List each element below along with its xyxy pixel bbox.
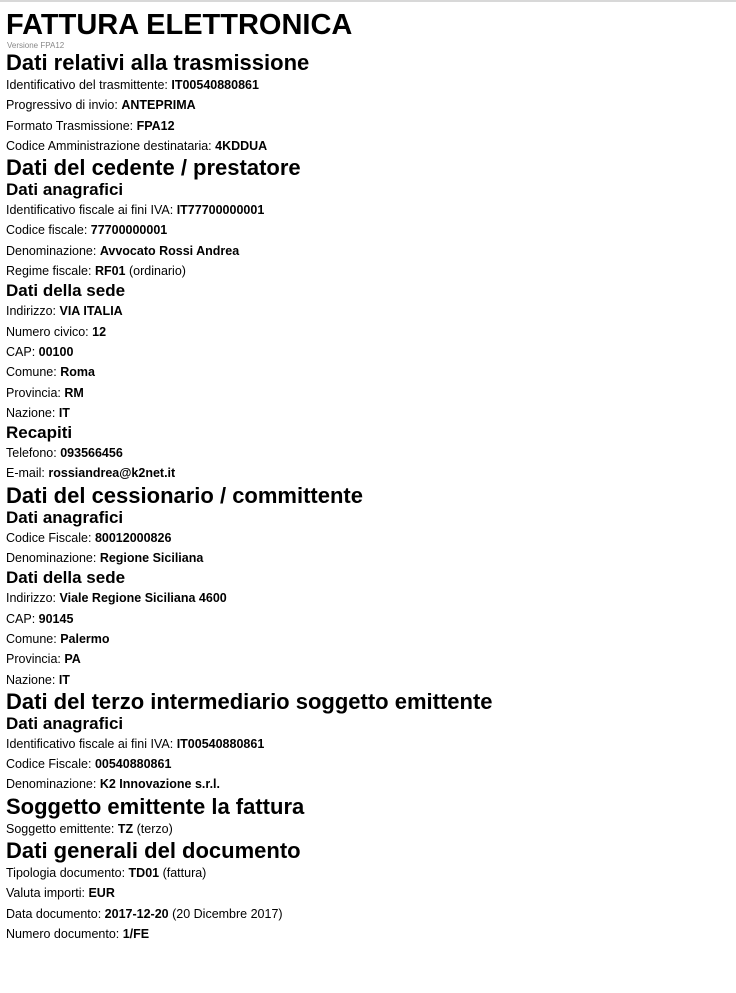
field-value: IT [58,672,70,687]
field-value: 12 [92,324,107,339]
field-label: Progressivo di invio: [6,98,122,113]
field-value: 90145 [38,611,74,626]
subsection-title: Dati della sede [6,568,126,588]
field-row [6,588,730,608]
section-trasmissione [6,51,730,156]
field-label: Denominazione: [6,243,100,258]
field-value: IT00540880861 [171,78,259,92]
field-value: 1/FE [122,926,150,941]
field-row [6,754,730,774]
field-row [6,136,730,156]
top-divider [0,0,736,2]
field-label: Comune: [6,365,61,380]
field-row [6,200,730,220]
field-value: TD01 [128,866,160,881]
field-row [6,924,730,944]
field-label: Identificativo fiscale ai fini IVA: [6,203,177,218]
field-value: 00100 [38,344,74,359]
field-label: Nazione: [6,405,59,420]
section-dati-generali [6,839,730,944]
section-title: Dati relativi alla trasmissione [6,50,310,75]
field-row [6,241,730,261]
field-value: 4KDDUA [215,138,268,153]
field-row [6,383,730,403]
field-row [6,734,730,754]
field-value: EUR [88,886,115,901]
section-soggetto-emittente [6,795,730,839]
section-title: Dati del cessionario / committente [6,482,363,508]
field-label: Codice Fiscale: [6,530,95,545]
field-row [6,609,730,629]
field-label: Codice fiscale: [6,223,91,238]
field-label: Indirizzo: [6,591,60,606]
field-value: 80012000826 [94,530,172,545]
subsection-title: Dati anagrafici [6,180,124,200]
field-label: Nazione: [6,672,59,687]
field-label: CAP: [6,611,39,626]
field-value: 093566456 [60,446,123,461]
field-value: rossiandrea@k2net.it [48,466,176,481]
document-version: Versione FPA12 [7,41,65,50]
field-row [6,528,730,548]
field-row [6,362,730,382]
field-row [6,75,730,95]
field-label: Valuta importi: [6,886,89,901]
document-title: FATTURA ELETTRONICA [6,9,353,41]
field-row [6,116,730,136]
field-row [6,774,730,794]
field-label: Identificativo fiscale ai fini IVA: [6,736,177,751]
field-value: ANTEPRIMA [121,98,196,113]
field-value: FPA12 [136,118,175,133]
field-label: Telefono: [6,446,61,461]
field-note: (ordinario) [125,264,186,279]
field-label: Comune: [6,631,61,646]
field-row [6,670,730,690]
field-label: Numero documento: [6,926,123,941]
field-label: Codice Amministrazione destinataria: [6,138,216,153]
section-cedente-prestatore [6,156,730,484]
field-value: Regione Siciliana [99,551,204,566]
field-label: Provincia: [6,652,65,667]
section-title: Dati del cedente / prestatore [6,155,301,181]
field-value: IT00540880861 [176,736,265,751]
field-value: 77700000001 [90,223,168,238]
field-label: Codice Fiscale: [6,757,95,772]
field-row [6,463,730,483]
field-row [6,220,730,240]
field-value: IT77700000001 [176,203,265,218]
field-value: Viale Regione Siciliana 4600 [59,591,227,606]
field-row [6,403,730,423]
field-label: Identificativo del trasmittente: [6,78,172,92]
subsection-title: Dati anagrafici [6,507,124,527]
section-title: Dati del terzo intermediario soggetto emittente [6,688,493,714]
field-value: Roma [60,365,95,380]
field-row [6,883,730,903]
field-label: Numero civico: [6,324,93,339]
subsection-title: Dati anagrafici [6,713,124,733]
field-value: 00540880861 [94,757,172,772]
field-label: Data documento: [6,906,105,921]
field-value: RF01 [94,264,126,279]
field-row [6,863,730,883]
section-terzo-intermediario [6,690,730,795]
field-label: Denominazione: [6,551,100,566]
field-note: (20 Dicembre 2017) [168,906,283,921]
field-label: Indirizzo: [6,304,60,319]
field-label: Regime fiscale: [6,264,95,279]
field-value: TZ [117,821,134,836]
subsection-title: Recapiti [6,423,73,443]
field-note: (terzo) [133,821,173,836]
field-row [6,443,730,463]
field-row [6,629,730,649]
field-value: K2 Innovazione s.r.l. [99,777,220,792]
field-note: (fattura) [159,866,207,881]
field-row [6,904,730,924]
field-label: Provincia: [6,385,65,400]
field-row [6,649,730,669]
field-row [6,342,730,362]
field-label: Formato Trasmissione: [6,118,137,133]
field-row [6,261,730,281]
field-value: IT [58,405,70,420]
field-value: 2017-12-20 [104,906,169,921]
field-value: Palermo [60,631,110,646]
field-value: PA [64,652,81,667]
field-label: Denominazione: [6,777,100,792]
field-row [6,548,730,568]
field-row [6,95,730,115]
field-label: Tipologia documento: [6,866,129,881]
field-row [6,819,730,839]
invoice-document [6,10,730,944]
section-title: Dati generali del documento [6,838,301,864]
section-title: Soggetto emittente la fattura [6,793,305,819]
field-label: CAP: [6,344,39,359]
field-value: Avvocato Rossi Andrea [99,243,240,258]
subsection-title: Dati della sede [6,281,126,301]
field-label: Soggetto emittente: [6,821,118,836]
field-label: E-mail: [6,466,49,481]
field-value: VIA ITALIA [59,304,123,319]
field-row [6,322,730,342]
field-value: RM [64,385,84,400]
section-cessionario-committente [6,484,730,690]
field-row [6,301,730,321]
